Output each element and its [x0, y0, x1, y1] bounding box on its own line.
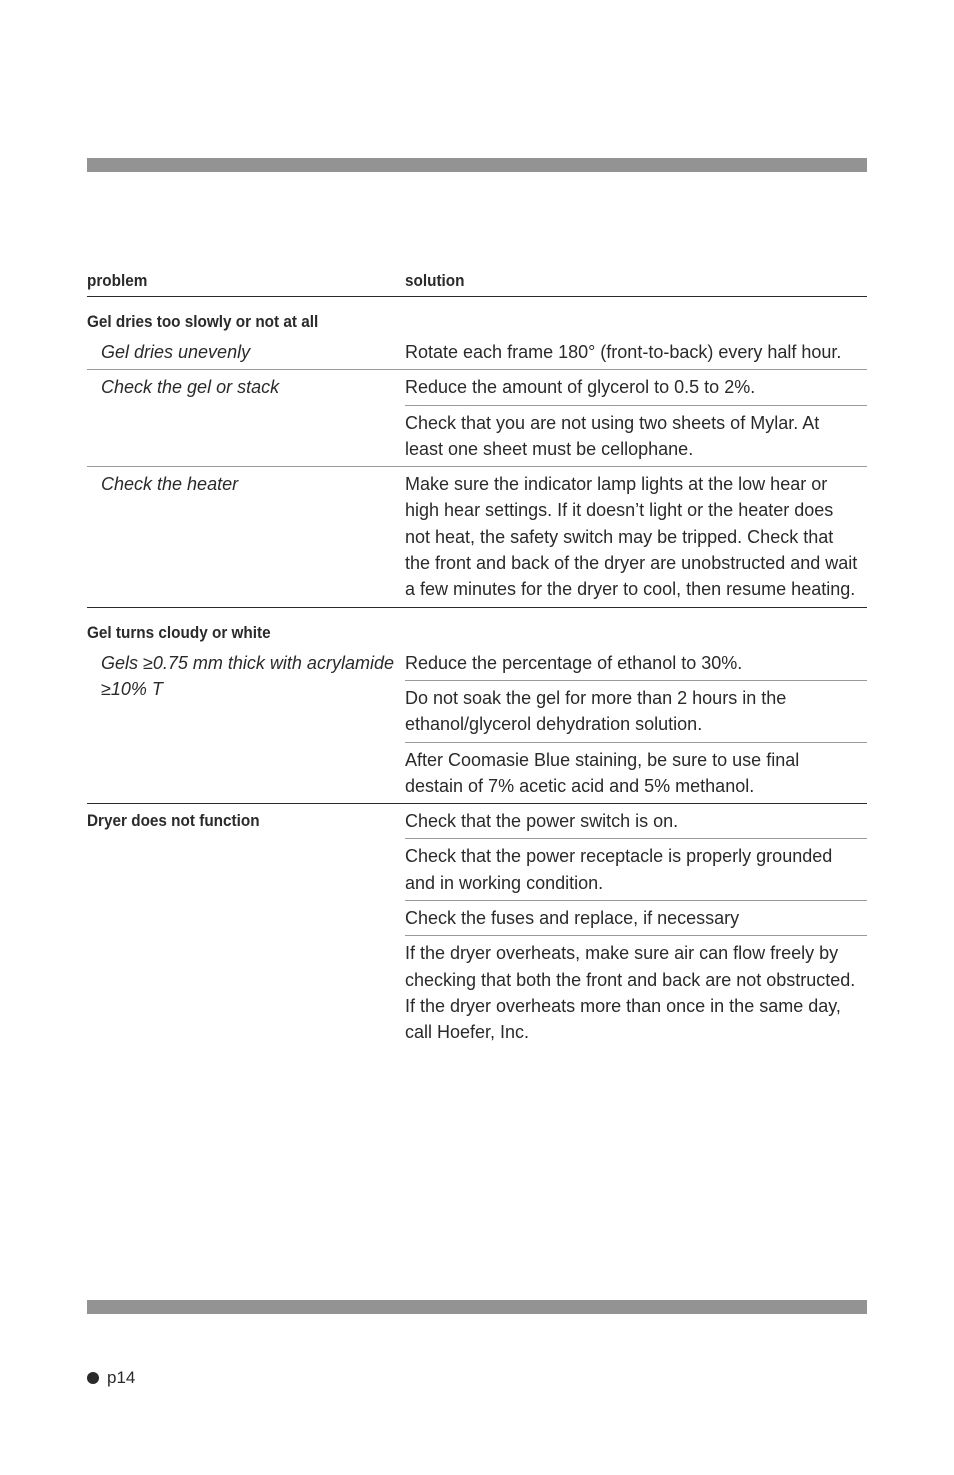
- solution: Make sure the indicator lamp lights at the low hear or high hear settings. If it doesn’t light or the heater does not heat, the safety switch may be tripped. Check that the front and back of the dryer are unobstructed and wait a few minutes for the dryer to cool, then resume heating.: [405, 474, 858, 600]
- table-row: [87, 370, 867, 467]
- page-number: p14: [107, 1368, 136, 1387]
- section-gel-dries-slowly: [87, 297, 867, 608]
- solution: Reduce the percentage of ethanol to 30%.: [405, 646, 867, 681]
- section-dryer-not-function: [87, 804, 867, 1049]
- solution: If the dryer overheats, make sure air can flow freely by checking that both the front and back are not obstructed. If the dryer overheats more than once in the same day, call Hoefer, Inc.: [405, 943, 856, 1043]
- solution: Check that the power switch is on.: [405, 804, 867, 839]
- solution: Check the fuses and replace, if necessary: [405, 901, 867, 936]
- solution: Reduce the amount of glycerol to 0.5 to 2%.: [405, 370, 867, 405]
- subproblem: Check the heater: [101, 474, 239, 495]
- subproblem: Gel dries unevenly: [101, 342, 251, 362]
- header-solution: solution: [405, 271, 465, 290]
- section-title: Gel turns cloudy or white: [87, 622, 271, 642]
- solution: Check that the power receptacle is properly grounded and in working condition.: [405, 839, 867, 901]
- solution: Rotate each frame 180° (front-to-back) every half hour.: [405, 342, 842, 362]
- troubleshooting-table: [87, 270, 867, 1050]
- top-rule: [87, 158, 867, 172]
- section-title: Gel dries too slowly or not at all: [87, 312, 319, 331]
- bottom-rule: [87, 1300, 867, 1314]
- table-row: [87, 646, 867, 803]
- solution: Check that you are not using two sheets of Mylar. At least one sheet must be cellophane.: [405, 412, 820, 459]
- subproblem: Gels ≥0.75 mm thick with acrylamide ≥10% T: [101, 652, 394, 699]
- table-header: [87, 270, 867, 297]
- solution: After Coomasie Blue staining, be sure to use final destain of 7% acetic acid and 5% methanol.: [405, 749, 800, 796]
- section-title: Dryer does not function: [87, 811, 260, 831]
- header-problem: problem: [87, 271, 148, 290]
- table-row: [87, 335, 867, 370]
- section-gel-cloudy: [87, 608, 867, 804]
- bullet-icon: [87, 1372, 99, 1384]
- subproblem: Check the gel or stack: [101, 377, 280, 398]
- table-row: [87, 467, 867, 606]
- page-footer: [87, 1366, 135, 1390]
- solution: Do not soak the gel for more than 2 hours in the ethanol/glycerol dehydration solution.: [405, 681, 867, 743]
